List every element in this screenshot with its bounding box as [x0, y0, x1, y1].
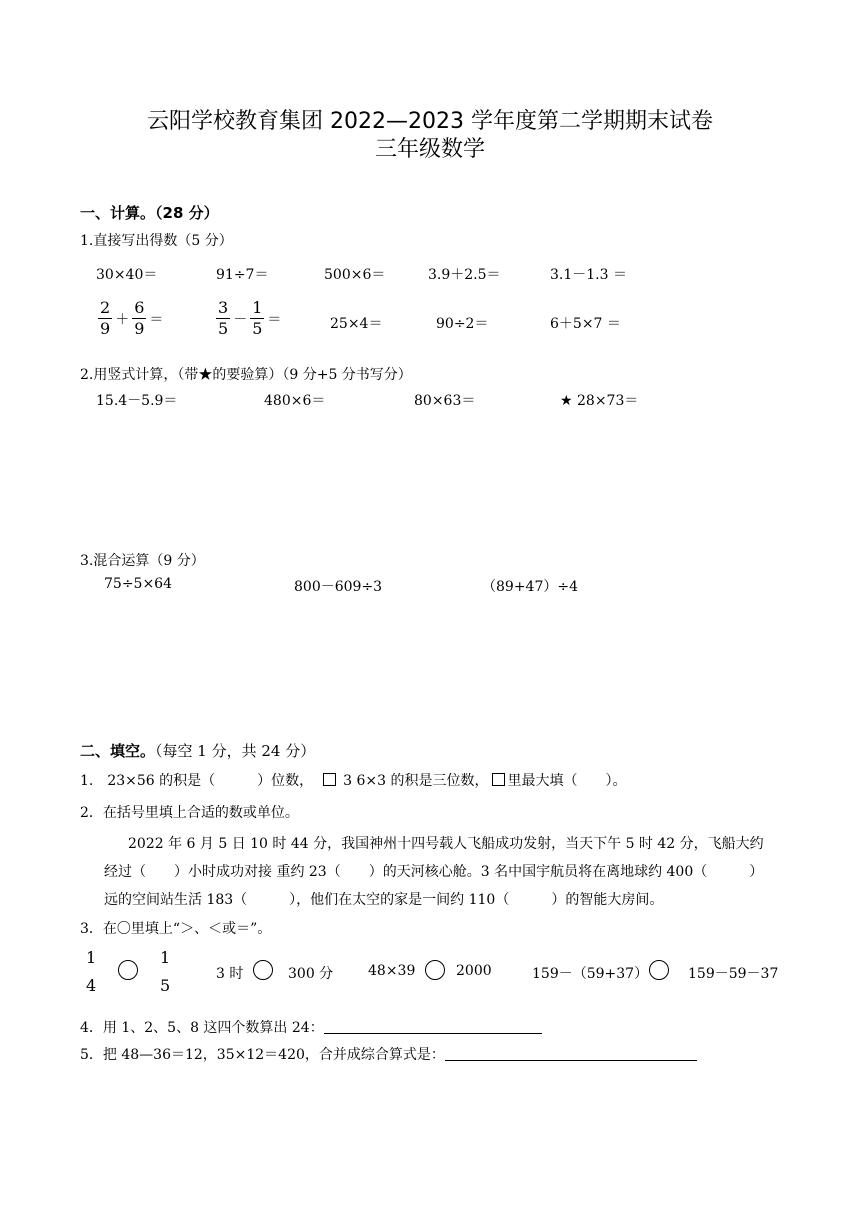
compare-2-right: 300 分	[288, 966, 334, 982]
oral-calc-10: 6＋5×7 ＝	[550, 316, 621, 332]
compare-circle[interactable]	[253, 960, 273, 980]
fill-q2-label: 2．在括号里填上合适的数或单位。	[80, 805, 299, 821]
compare-circle[interactable]	[118, 960, 138, 980]
compare-left-fraction: 1 4	[86, 948, 97, 995]
fraction-sum-expression: $\frac{2}{9}$ ＋ $\frac{6}{9}$ ＝	[100, 298, 164, 338]
fill-q3-label: 3．在〇里填上“＞、＜或＝”。	[80, 921, 272, 937]
oral-calc-8: 25×4＝	[330, 316, 383, 332]
fraction: $\frac{2}{9}$	[100, 298, 111, 338]
oral-calc-4: 3.9＋2.5＝	[428, 267, 501, 283]
exam-subtitle: 三年级数学	[374, 137, 485, 162]
blank-square	[323, 773, 336, 786]
vertical-calc-3: 80×63＝	[414, 393, 476, 409]
fraction: $\frac{6}{9}$	[134, 298, 145, 338]
exam-title: 云阳学校教育集团 2022—2023 学年度第二学期期末试卷	[147, 109, 713, 134]
fraction: $\frac{1}{5}$	[252, 298, 263, 338]
fill-q1: 1. 23×56 的积是（ ）位数， 3 6×3 的积是三位数， 里最大填（ ）。	[80, 773, 627, 789]
fill-q4: 4．用 1、2、5、8 这四个数算出 24：	[80, 1017, 542, 1037]
fill-q2-line3: 远的空间站生活 183（ ），他们在太空的家是一间约 110（ ）的智能大房间。	[104, 892, 664, 908]
compare-3-right: 2000	[456, 963, 492, 979]
oral-calc-1: 30×40＝	[96, 267, 158, 283]
compare-circle[interactable]	[649, 960, 669, 980]
mixed-calc-3: （89+47）÷4	[482, 579, 578, 595]
oral-calc-3: 500×6＝	[324, 267, 386, 283]
q1-label: 1.直接写出得数（5 分）	[80, 233, 233, 249]
fill-q5: 5．把 48—36＝12，35×12＝420，合并成综合算式是：	[80, 1044, 697, 1064]
compare-4-left: 159－（59+37）	[532, 966, 649, 982]
fraction: $\frac{3}{5}$	[218, 298, 229, 338]
section1-heading: 一、计算。（28 分）	[80, 204, 219, 222]
vertical-calc-1: 15.4－5.9＝	[96, 393, 178, 409]
mixed-calc-1: 75÷5×64	[104, 576, 172, 592]
q3-label: 3.混合运算（9 分）	[80, 553, 205, 569]
answer-line[interactable]	[324, 1019, 542, 1034]
oral-calc-2: 91÷7＝	[216, 267, 269, 283]
vertical-calc-2: 480×6＝	[264, 393, 326, 409]
fill-q2-line1: 2022 年 6 月 5 日 10 时 44 分，我国神州十四号载人飞船成功发射，当天下午 5 时 42 分，飞船大约	[128, 836, 764, 852]
oral-calc-5: 3.1－1.3 ＝	[550, 267, 627, 283]
compare-3-left: 48×39	[368, 963, 416, 979]
mixed-calc-2: 800－609÷3	[294, 579, 383, 595]
oral-calc-9: 90÷2＝	[436, 316, 489, 332]
q2-label: 2.用竖式计算，（带★的要验算）（9 分+5 分书写分）	[80, 367, 412, 383]
fill-q2-line2: 经过（ ）小时成功对接 重约 23（ ）的天河核心舱。3 名中国宇航员将在离地球约 400（ ）	[104, 864, 764, 880]
compare-2-left: 3 时	[216, 966, 244, 982]
compare-right-fraction: 1 5	[160, 948, 171, 995]
compare-circle[interactable]	[425, 960, 445, 980]
fraction-diff-expression: $\frac{3}{5}$ － $\frac{1}{5}$ ＝	[218, 298, 282, 338]
section2-heading: 二、填空。（每空 1 分，共 24 分）	[80, 742, 316, 760]
compare-4-right: 159－59－37	[688, 966, 779, 982]
blank-square	[492, 773, 505, 786]
answer-line[interactable]	[445, 1046, 697, 1061]
vertical-calc-4: ★ 28×73＝	[560, 393, 639, 409]
